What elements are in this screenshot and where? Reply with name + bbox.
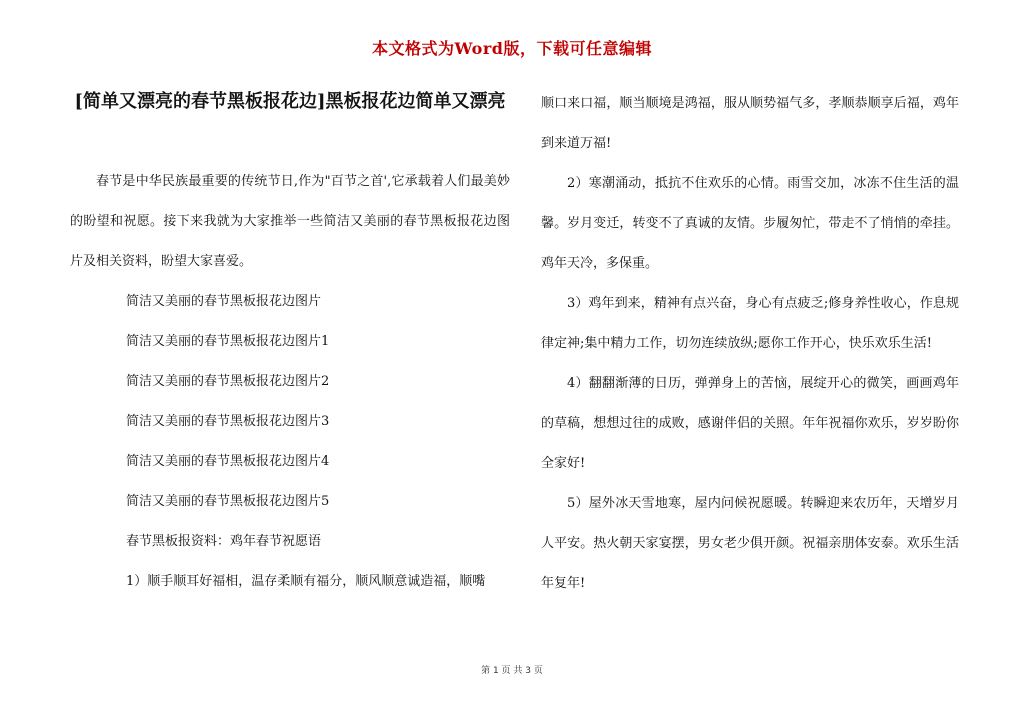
image-caption-2: 简洁又美丽的春节黑板报花边图片2 xyxy=(126,374,330,389)
word-format-banner: 本文格式为Word版，下载可任意编辑 xyxy=(372,39,652,58)
intro-paragraph: 春节是中华民族最重要的传统节日,作为"百节之首',它承载着人们最美妙的盼望和祝愿。接下来我就为大家推举一些简洁又美丽的春节黑板报花边图片及相关资料，盼望大家喜爱。 xyxy=(70,174,510,269)
left-column xyxy=(70,84,510,602)
greeting-item-1-end: 顺口来口福，顺当顺境是鸿福，服从顺势福气多，孝顺恭顺享后福，鸡年到来道万福! xyxy=(541,96,959,151)
images-heading: 简洁又美丽的春节黑板报花边图片 xyxy=(126,294,322,309)
document-title: [简单又漂亮的春节黑板报花边]黑板报花边简单又漂亮 xyxy=(74,91,506,112)
greeting-item-4: 4）翻翻渐薄的日历，弹弹身上的苦恼，展绽开心的微笑，画画鸡年的草稿，想想过往的成败，感谢伴侣的关照。年年祝福你欢乐，岁岁盼你全家好! xyxy=(541,376,959,471)
image-caption-5: 简洁又美丽的春节黑板报花边图片5 xyxy=(126,494,330,509)
greeting-item-3: 3）鸡年到来，精神有点兴奋，身心有点疲乏;修身养性收心，作息规律定神;集中精力工作，切勿连续放纵;愿你工作开心，快乐欢乐生活! xyxy=(541,296,959,351)
page-number-footer: 第 1 页 共 3 页 xyxy=(481,666,543,676)
image-caption-3: 简洁又美丽的春节黑板报花边图片3 xyxy=(126,414,330,429)
image-caption-1: 简洁又美丽的春节黑板报花边图片1 xyxy=(126,334,330,349)
greeting-item-2: 2）寒潮涌动，抵抗不住欢乐的心情。雨雪交加，冰冻不住生活的温馨。岁月变迁，转变不了真诚的友情。步履匆忙，带走不了悄悄的牵挂。鸡年天冷，多保重。 xyxy=(541,176,959,271)
material-heading: 春节黑板报资料：鸡年春节祝愿语 xyxy=(126,534,322,549)
right-column xyxy=(541,84,959,604)
greeting-item-1-start: 1）顺手顺耳好福相，温存柔顺有福分，顺风顺意诚造福，顺嘴 xyxy=(126,574,486,589)
image-caption-4: 简洁又美丽的春节黑板报花边图片4 xyxy=(126,454,330,469)
greeting-item-5: 5）屋外冰天雪地寒，屋内问候祝愿暖。转瞬迎来农历年，天增岁月人平安。热火朝天家宴摆，男女老少俱开颜。祝福亲朋体安泰。欢乐生活年复年! xyxy=(541,496,959,591)
